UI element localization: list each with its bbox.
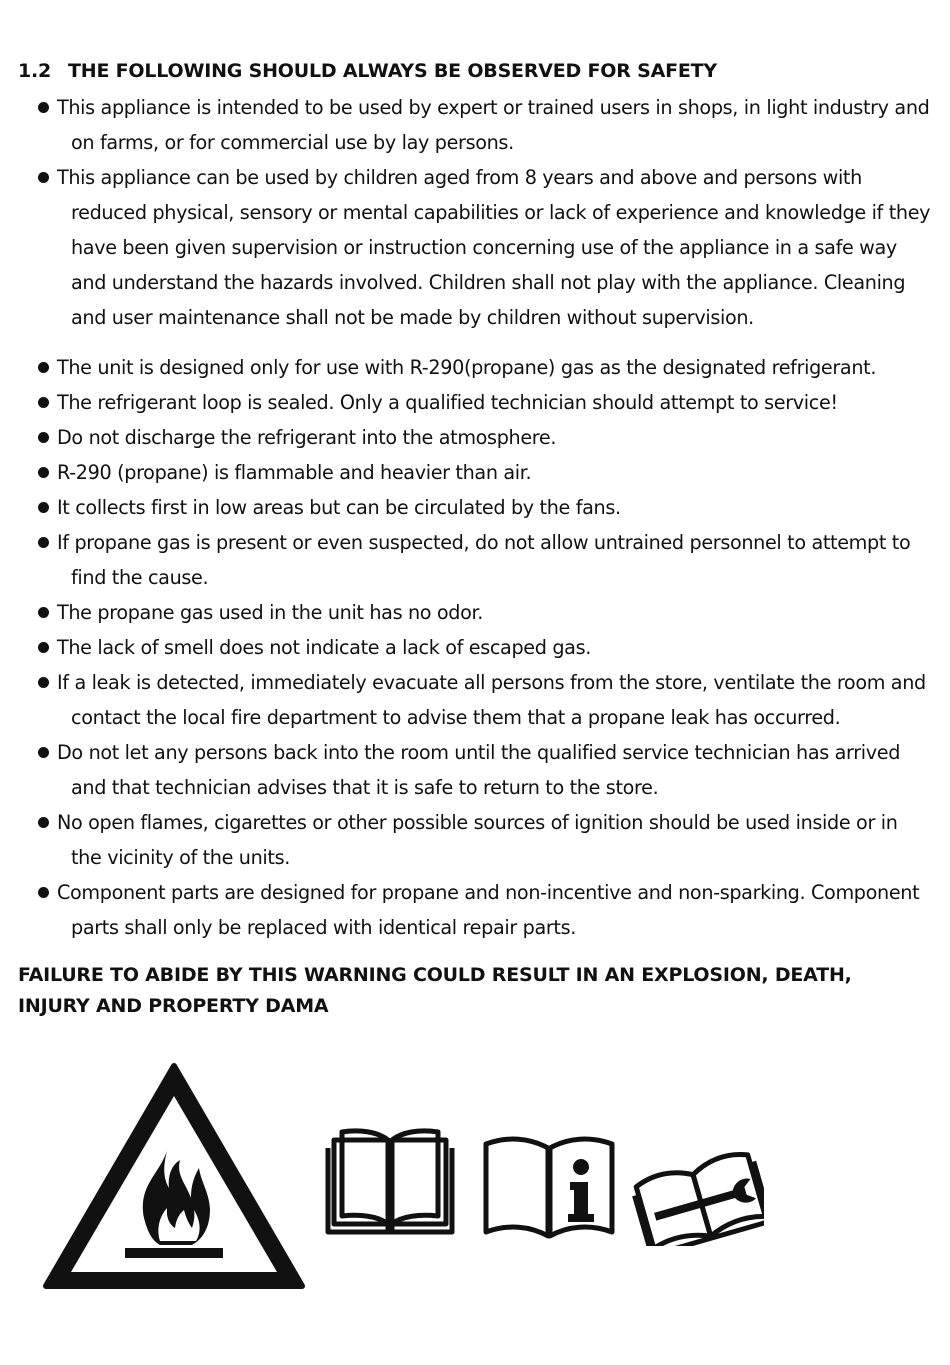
list-item-line: and user maintenance shall not be made by children without supervision.: [71, 306, 754, 329]
list-item-line: The refrigerant loop is sealed. Only a qualified technician should attempt to service!: [57, 391, 838, 414]
list-item-line: find the cause.: [71, 566, 209, 589]
section-number: 1.2: [18, 60, 52, 82]
bullet-icon: [38, 102, 49, 113]
list-item-line: Do not discharge the refrigerant into the atmosphere.: [57, 426, 557, 449]
list-item-line: on farms, or for commercial use by lay persons.: [71, 131, 514, 154]
list-item-line: reduced physical, sensory or mental capabilities or lack of experience and knowledge if they: [71, 201, 931, 224]
explosion-warning: [18, 960, 852, 1022]
list-item-line: the vicinity of the units.: [71, 846, 290, 869]
section-heading: [18, 60, 717, 82]
list-item-line: contact the local fire department to advise them that a propane leak has occurred.: [71, 706, 841, 729]
bullet-icon: [38, 397, 49, 408]
bullet-icon: [38, 432, 49, 443]
list-item-line: Do not let any persons back into the room until the qualified service technician has arrived: [57, 741, 901, 764]
list-item-line: parts shall only be replaced with identical repair parts.: [71, 916, 576, 939]
bullet-icon: [38, 467, 49, 478]
list-item-line: The lack of smell does not indicate a lack of escaped gas.: [57, 636, 591, 659]
warning-line: FAILURE TO ABIDE BY THIS WARNING COULD RESULT IN AN EXPLOSION, DEATH,: [18, 964, 852, 986]
flammable-warning-icon: [40, 1058, 308, 1294]
operator-manual-info-icon: [480, 1134, 618, 1242]
bullet-icon: [38, 817, 49, 828]
service-manual-icon: [632, 1138, 764, 1246]
list-item-line: The propane gas used in the unit has no odor.: [57, 601, 484, 624]
bullet-icon: [38, 887, 49, 898]
bullet-icon: [38, 607, 49, 618]
list-item-line: It collects first in low areas but can be circulated by the fans.: [57, 496, 621, 519]
list-item-line: This appliance can be used by children aged from 8 years and above and persons with: [57, 166, 862, 189]
list-item-line: This appliance is intended to be used by expert or trained users in shops, in light industry and: [57, 96, 930, 119]
list-item-line: have been given supervision or instruction concerning use of the appliance in a safe way: [71, 236, 897, 259]
list-item-line: If a leak is detected, immediately evacuate all persons from the store, ventilate the room and: [57, 671, 926, 694]
bullet-icon: [38, 677, 49, 688]
list-item-line: and that technician advises that it is safe to return to the store.: [71, 776, 659, 799]
section-title: THE FOLLOWING SHOULD ALWAYS BE OBSERVED FOR SAFETY: [68, 60, 717, 82]
bullet-icon: [38, 502, 49, 513]
list-item-line: No open flames, cigarettes or other possible sources of ignition should be used inside or in: [57, 811, 898, 834]
list-item-line: and understand the hazards involved. Children shall not play with the appliance. Cleaning: [71, 271, 906, 294]
warning-line: INJURY AND PROPERTY DAMA: [18, 995, 329, 1017]
list-item-line: R-290 (propane) is flammable and heavier than air.: [57, 461, 532, 484]
list-item-line: If propane gas is present or even suspected, do not allow untrained personnel to attempt to: [57, 531, 911, 554]
bullet-icon: [38, 537, 49, 548]
bullet-icon: [38, 172, 49, 183]
read-manual-icon: [322, 1126, 458, 1240]
bullet-icon: [38, 362, 49, 373]
bullet-icon: [38, 747, 49, 758]
bullet-icon: [38, 642, 49, 653]
list-item-line: The unit is designed only for use with R-290(propane) gas as the designated refrigerant.: [57, 356, 877, 379]
list-item-line: Component parts are designed for propane and non-incentive and non-sparking. Component: [57, 881, 920, 904]
